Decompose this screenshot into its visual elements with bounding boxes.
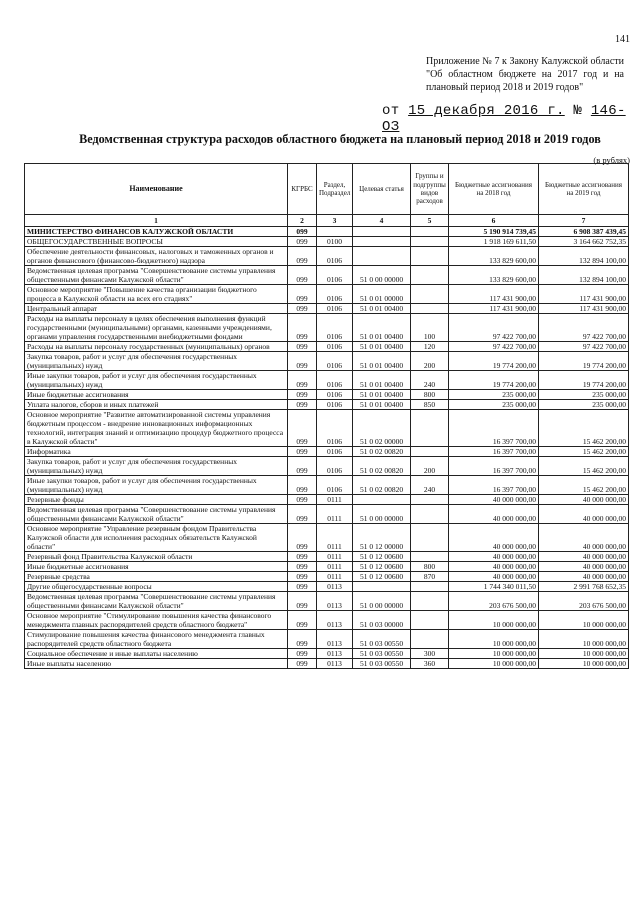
amount-2018-cell: 203 676 500,00 bbox=[449, 592, 539, 611]
expense-group-cell bbox=[411, 266, 449, 285]
amount-2019-cell: 15 462 200,00 bbox=[539, 476, 629, 495]
target-article-cell: 51 0 02 00820 bbox=[353, 447, 411, 457]
name-cell: Расходы на выплаты персоналу государственных (муниципальных) органов bbox=[25, 342, 288, 352]
target-article-cell: 51 0 00 00000 bbox=[353, 505, 411, 524]
expense-group-cell: 870 bbox=[411, 572, 449, 582]
name-cell: Стимулирование повышения качества финансового менеджмента главных распорядителей средств областного бюджета bbox=[25, 630, 288, 649]
table-row bbox=[25, 552, 629, 562]
table-row bbox=[25, 247, 629, 266]
table-row bbox=[25, 390, 629, 400]
column-number: 2 bbox=[288, 215, 317, 227]
amount-2018-cell: 133 829 600,00 bbox=[449, 266, 539, 285]
table-row bbox=[25, 447, 629, 457]
target-article-cell: 51 0 01 00400 bbox=[353, 342, 411, 352]
expense-group-cell: 240 bbox=[411, 476, 449, 495]
kgrbs-cell: 099 bbox=[288, 285, 317, 304]
kgrbs-cell: 099 bbox=[288, 592, 317, 611]
number-label: № bbox=[573, 103, 583, 119]
expense-group-cell bbox=[411, 410, 449, 447]
table-row bbox=[25, 227, 629, 237]
name-cell: Резервные фонды bbox=[25, 495, 288, 505]
razdel-cell: 0113 bbox=[317, 630, 353, 649]
target-article-cell: 51 0 12 00600 bbox=[353, 572, 411, 582]
amount-2019-cell: 40 000 000,00 bbox=[539, 572, 629, 582]
expense-group-cell bbox=[411, 237, 449, 247]
amount-2018-cell: 40 000 000,00 bbox=[449, 562, 539, 572]
amount-2019-cell: 40 000 000,00 bbox=[539, 495, 629, 505]
table-row bbox=[25, 457, 629, 476]
kgrbs-cell: 099 bbox=[288, 562, 317, 572]
table-row bbox=[25, 342, 629, 352]
expense-group-cell bbox=[411, 524, 449, 552]
kgrbs-cell: 099 bbox=[288, 572, 317, 582]
amount-2018-cell: 10 000 000,00 bbox=[449, 611, 539, 630]
amount-2019-cell: 40 000 000,00 bbox=[539, 552, 629, 562]
name-cell: Другие общегосударственные вопросы bbox=[25, 582, 288, 592]
table-row bbox=[25, 572, 629, 582]
table-row bbox=[25, 410, 629, 447]
razdel-cell: 0111 bbox=[317, 495, 353, 505]
expense-group-cell bbox=[411, 227, 449, 237]
name-cell: Резервный фонд Правительства Калужской области bbox=[25, 552, 288, 562]
target-article-cell: 51 0 00 00000 bbox=[353, 266, 411, 285]
razdel-cell: 0106 bbox=[317, 457, 353, 476]
kgrbs-cell: 099 bbox=[288, 247, 317, 266]
expense-group-cell: 120 bbox=[411, 342, 449, 352]
razdel-cell: 0106 bbox=[317, 304, 353, 314]
name-cell: Основное мероприятие "Повышение качества организации бюджетного процесса в Калужской области на всех его стадиях" bbox=[25, 285, 288, 304]
amount-2018-cell: 1 918 169 611,50 bbox=[449, 237, 539, 247]
target-article-cell: 51 0 12 00000 bbox=[353, 524, 411, 552]
amount-2018-cell: 40 000 000,00 bbox=[449, 524, 539, 552]
amount-2018-cell: 40 000 000,00 bbox=[449, 505, 539, 524]
amount-2019-cell: 10 000 000,00 bbox=[539, 659, 629, 669]
razdel-cell: 0106 bbox=[317, 476, 353, 495]
amount-2019-cell: 10 000 000,00 bbox=[539, 611, 629, 630]
amount-2018-cell: 40 000 000,00 bbox=[449, 495, 539, 505]
expense-group-cell bbox=[411, 552, 449, 562]
kgrbs-cell: 099 bbox=[288, 314, 317, 342]
amount-2019-cell: 15 462 200,00 bbox=[539, 447, 629, 457]
currency-unit: (в рублях) bbox=[593, 155, 630, 165]
razdel-cell: 0106 bbox=[317, 342, 353, 352]
table-row bbox=[25, 237, 629, 247]
razdel-cell: 0111 bbox=[317, 562, 353, 572]
amount-2018-cell: 10 000 000,00 bbox=[449, 649, 539, 659]
expense-group-cell: 360 bbox=[411, 659, 449, 669]
amount-2019-cell: 40 000 000,00 bbox=[539, 524, 629, 552]
target-article-cell: 51 0 03 00550 bbox=[353, 659, 411, 669]
amount-2019-cell: 2 991 768 652,35 bbox=[539, 582, 629, 592]
header-row bbox=[25, 164, 629, 215]
name-cell: Закупка товаров, работ и услуг для обеспечения государственных (муниципальных) нужд bbox=[25, 352, 288, 371]
target-article-cell: 51 0 01 00400 bbox=[353, 400, 411, 410]
name-cell: Иные бюджетные ассигнования bbox=[25, 562, 288, 572]
kgrbs-cell: 099 bbox=[288, 552, 317, 562]
header-razdel: Раздел, Подраздел bbox=[317, 164, 353, 215]
name-cell: Ведомственная целевая программа "Совершенствование системы управления общественными финансами Калужской области" bbox=[25, 505, 288, 524]
name-cell: Иные бюджетные ассигнования bbox=[25, 390, 288, 400]
target-article-cell: 51 0 00 00000 bbox=[353, 592, 411, 611]
name-cell: Иные выплаты населению bbox=[25, 659, 288, 669]
expense-group-cell bbox=[411, 505, 449, 524]
table-row bbox=[25, 562, 629, 572]
razdel-cell: 0106 bbox=[317, 266, 353, 285]
page-number: 141 bbox=[615, 34, 630, 45]
header-name: Наименование bbox=[25, 164, 288, 215]
expense-group-cell bbox=[411, 630, 449, 649]
razdel-cell: 0106 bbox=[317, 410, 353, 447]
target-article-cell: 51 0 02 00820 bbox=[353, 476, 411, 495]
amount-2019-cell: 117 431 900,00 bbox=[539, 285, 629, 304]
name-cell: ОБЩЕГОСУДАРСТВЕННЫЕ ВОПРОСЫ bbox=[25, 237, 288, 247]
name-cell: Основное мероприятие "Управление резервным фондом Правительства Калужской области для исполнения расходных обязательств Калужской области" bbox=[25, 524, 288, 552]
name-cell: Резервные средства bbox=[25, 572, 288, 582]
table-row bbox=[25, 495, 629, 505]
kgrbs-cell: 099 bbox=[288, 342, 317, 352]
kgrbs-cell: 099 bbox=[288, 495, 317, 505]
amount-2019-cell: 15 462 200,00 bbox=[539, 410, 629, 447]
razdel-cell: 0100 bbox=[317, 237, 353, 247]
table-row bbox=[25, 352, 629, 371]
target-article-cell: 51 0 12 00600 bbox=[353, 552, 411, 562]
column-number: 5 bbox=[411, 215, 449, 227]
amount-2018-cell: 10 000 000,00 bbox=[449, 659, 539, 669]
expense-group-cell bbox=[411, 447, 449, 457]
razdel-cell: 0106 bbox=[317, 400, 353, 410]
amount-2019-cell: 235 000,00 bbox=[539, 400, 629, 410]
kgrbs-cell: 099 bbox=[288, 352, 317, 371]
kgrbs-cell: 099 bbox=[288, 227, 317, 237]
expense-group-cell bbox=[411, 611, 449, 630]
expense-group-cell bbox=[411, 495, 449, 505]
column-number: 4 bbox=[353, 215, 411, 227]
target-article-cell bbox=[353, 227, 411, 237]
razdel-cell: 0106 bbox=[317, 371, 353, 390]
expense-group-cell bbox=[411, 304, 449, 314]
amount-2018-cell: 235 000,00 bbox=[449, 390, 539, 400]
kgrbs-cell: 099 bbox=[288, 447, 317, 457]
razdel-cell: 0106 bbox=[317, 390, 353, 400]
target-article-cell: 51 0 01 00000 bbox=[353, 285, 411, 304]
kgrbs-cell: 099 bbox=[288, 410, 317, 447]
name-cell: Центральный аппарат bbox=[25, 304, 288, 314]
target-article-cell: 51 0 12 00600 bbox=[353, 562, 411, 572]
razdel-cell: 0111 bbox=[317, 524, 353, 552]
expense-group-cell bbox=[411, 285, 449, 304]
name-cell: Расходы на выплаты персоналу в целях обеспечения выполнения функций государственными (муниципальными) органами, казенными учреждениями, органами управления государственными внебюджетными фондами bbox=[25, 314, 288, 342]
target-article-cell: 51 0 01 00400 bbox=[353, 314, 411, 342]
amount-2019-cell: 19 774 200,00 bbox=[539, 352, 629, 371]
kgrbs-cell: 099 bbox=[288, 476, 317, 495]
column-number: 7 bbox=[539, 215, 629, 227]
amount-2019-cell: 97 422 700,00 bbox=[539, 314, 629, 342]
table-row bbox=[25, 304, 629, 314]
name-cell: Закупка товаров, работ и услуг для обеспечения государственных (муниципальных) нужд bbox=[25, 457, 288, 476]
kgrbs-cell: 099 bbox=[288, 390, 317, 400]
table-row bbox=[25, 630, 629, 649]
expense-group-cell: 200 bbox=[411, 352, 449, 371]
razdel-cell: 0106 bbox=[317, 352, 353, 371]
kgrbs-cell: 099 bbox=[288, 266, 317, 285]
amount-2018-cell: 19 774 200,00 bbox=[449, 352, 539, 371]
amount-2018-cell: 117 431 900,00 bbox=[449, 285, 539, 304]
table-row bbox=[25, 659, 629, 669]
target-article-cell: 51 0 02 00000 bbox=[353, 410, 411, 447]
expense-group-cell: 300 bbox=[411, 649, 449, 659]
table-row bbox=[25, 649, 629, 659]
law-date: 15 декабря 2016 г. bbox=[408, 103, 565, 119]
kgrbs-cell: 099 bbox=[288, 630, 317, 649]
kgrbs-cell: 099 bbox=[288, 505, 317, 524]
amount-2018-cell: 16 397 700,00 bbox=[449, 457, 539, 476]
razdel-cell: 0113 bbox=[317, 659, 353, 669]
razdel-cell: 0111 bbox=[317, 505, 353, 524]
kgrbs-cell: 099 bbox=[288, 237, 317, 247]
amount-2019-cell: 40 000 000,00 bbox=[539, 505, 629, 524]
target-article-cell bbox=[353, 247, 411, 266]
amount-2019-cell: 10 000 000,00 bbox=[539, 649, 629, 659]
budget-table bbox=[24, 163, 629, 669]
header-kgrbs: КГРБС bbox=[288, 164, 317, 215]
amount-2018-cell: 133 829 600,00 bbox=[449, 247, 539, 266]
kgrbs-cell: 099 bbox=[288, 659, 317, 669]
table-row bbox=[25, 371, 629, 390]
kgrbs-cell: 099 bbox=[288, 371, 317, 390]
column-number: 3 bbox=[317, 215, 353, 227]
table-row bbox=[25, 285, 629, 304]
name-cell: Ведомственная целевая программа "Совершенствование системы управления общественными финансами Калужской области" bbox=[25, 266, 288, 285]
name-cell: Иные закупки товаров, работ и услуг для обеспечения государственных (муниципальных) нужд bbox=[25, 476, 288, 495]
table-row bbox=[25, 524, 629, 552]
target-article-cell: 51 0 02 00820 bbox=[353, 457, 411, 476]
name-cell: Иные закупки товаров, работ и услуг для обеспечения государственных (муниципальных) нужд bbox=[25, 371, 288, 390]
kgrbs-cell: 099 bbox=[288, 304, 317, 314]
table-row bbox=[25, 592, 629, 611]
kgrbs-cell: 099 bbox=[288, 457, 317, 476]
name-cell: Социальное обеспечение и иные выплаты населению bbox=[25, 649, 288, 659]
amount-2019-cell: 203 676 500,00 bbox=[539, 592, 629, 611]
amount-2019-cell: 6 908 387 439,45 bbox=[539, 227, 629, 237]
amount-2018-cell: 97 422 700,00 bbox=[449, 342, 539, 352]
razdel-cell: 0106 bbox=[317, 314, 353, 342]
law-number: 146-ОЗ bbox=[382, 103, 626, 135]
amount-2019-cell: 3 164 662 752,35 bbox=[539, 237, 629, 247]
expense-group-cell: 100 bbox=[411, 314, 449, 342]
name-cell: Уплата налогов, сборов и иных платежей bbox=[25, 400, 288, 410]
amount-2019-cell: 235 000,00 bbox=[539, 390, 629, 400]
razdel-cell: 0111 bbox=[317, 552, 353, 562]
name-cell: Основное мероприятие "Развитие автоматизированной системы управления бюджетным процессом - внедрение инновационных информационных технологий, интеграция знаний и оптимизацию процедур бюджетного процесса в Калужской области" bbox=[25, 410, 288, 447]
amount-2018-cell: 5 190 914 739,45 bbox=[449, 227, 539, 237]
expense-group-cell: 240 bbox=[411, 371, 449, 390]
table-row bbox=[25, 611, 629, 630]
target-article-cell: 51 0 01 00400 bbox=[353, 352, 411, 371]
target-article-cell bbox=[353, 237, 411, 247]
expense-group-cell: 850 bbox=[411, 400, 449, 410]
razdel-cell: 0106 bbox=[317, 247, 353, 266]
name-cell: Ведомственная целевая программа "Совершенствование системы управления общественными финансами Калужской области" bbox=[25, 592, 288, 611]
target-article-cell bbox=[353, 582, 411, 592]
column-numbers-row bbox=[25, 215, 629, 227]
kgrbs-cell: 099 bbox=[288, 611, 317, 630]
expense-group-cell bbox=[411, 247, 449, 266]
name-cell: Информатика bbox=[25, 447, 288, 457]
header-target-article: Целевая статья bbox=[353, 164, 411, 215]
table-row bbox=[25, 314, 629, 342]
amount-2018-cell: 19 774 200,00 bbox=[449, 371, 539, 390]
table-row bbox=[25, 400, 629, 410]
amount-2019-cell: 19 774 200,00 bbox=[539, 371, 629, 390]
document-title: Ведомственная структура расходов областного бюджета на плановый период 2018 и 2019 годов bbox=[79, 132, 601, 146]
law-date-line bbox=[382, 103, 640, 135]
amount-2018-cell: 16 397 700,00 bbox=[449, 476, 539, 495]
amount-2018-cell: 235 000,00 bbox=[449, 400, 539, 410]
amount-2018-cell: 40 000 000,00 bbox=[449, 552, 539, 562]
target-article-cell: 51 0 01 00400 bbox=[353, 304, 411, 314]
expense-group-cell: 800 bbox=[411, 390, 449, 400]
name-cell: Обеспечение деятельности финансовых, налоговых и таможенных органов и органов финансового (финансово-бюджетного) надзора bbox=[25, 247, 288, 266]
kgrbs-cell: 099 bbox=[288, 582, 317, 592]
amount-2019-cell: 10 000 000,00 bbox=[539, 630, 629, 649]
kgrbs-cell: 099 bbox=[288, 400, 317, 410]
amount-2018-cell: 97 422 700,00 bbox=[449, 314, 539, 342]
amount-2019-cell: 97 422 700,00 bbox=[539, 342, 629, 352]
kgrbs-cell: 099 bbox=[288, 649, 317, 659]
header-2018: Бюджетные ассигнования на 2018 год bbox=[449, 164, 539, 215]
razdel-cell: 0106 bbox=[317, 447, 353, 457]
razdel-cell: 0111 bbox=[317, 572, 353, 582]
name-cell: Основное мероприятие "Стимулирование повышения качества финансового менеджмента главных распорядителей средств областного бюджета" bbox=[25, 611, 288, 630]
table-row bbox=[25, 582, 629, 592]
header-expense-group: Группы и подгруппы видов расходов bbox=[411, 164, 449, 215]
table-row bbox=[25, 476, 629, 495]
date-prefix: от bbox=[382, 103, 400, 119]
amount-2019-cell: 132 894 100,00 bbox=[539, 247, 629, 266]
expense-group-cell bbox=[411, 582, 449, 592]
header-2019: Бюджетные ассигнования на 2019 год bbox=[539, 164, 629, 215]
amount-2018-cell: 16 397 700,00 bbox=[449, 447, 539, 457]
column-number: 6 bbox=[449, 215, 539, 227]
razdel-cell: 0113 bbox=[317, 592, 353, 611]
amount-2018-cell: 10 000 000,00 bbox=[449, 630, 539, 649]
target-article-cell: 51 0 01 00400 bbox=[353, 390, 411, 400]
razdel-cell: 0113 bbox=[317, 649, 353, 659]
razdel-cell: 0106 bbox=[317, 285, 353, 304]
target-article-cell: 51 0 01 00400 bbox=[353, 371, 411, 390]
amount-2018-cell: 117 431 900,00 bbox=[449, 304, 539, 314]
amount-2018-cell: 1 744 340 011,50 bbox=[449, 582, 539, 592]
target-article-cell bbox=[353, 495, 411, 505]
amount-2018-cell: 16 397 700,00 bbox=[449, 410, 539, 447]
target-article-cell: 51 0 03 00550 bbox=[353, 649, 411, 659]
kgrbs-cell: 099 bbox=[288, 524, 317, 552]
amount-2019-cell: 132 894 100,00 bbox=[539, 266, 629, 285]
expense-group-cell bbox=[411, 592, 449, 611]
table-row bbox=[25, 266, 629, 285]
appendix-note: Приложение № 7 к Закону Калужской области "Об областном бюджете на 2017 год и на плановый период 2018 и 2019 годов" bbox=[426, 56, 624, 93]
razdel-cell: 0113 bbox=[317, 611, 353, 630]
target-article-cell: 51 0 03 00550 bbox=[353, 630, 411, 649]
column-number: 1 bbox=[25, 215, 288, 227]
amount-2019-cell: 117 431 900,00 bbox=[539, 304, 629, 314]
name-cell: МИНИСТЕРСТВО ФИНАНСОВ КАЛУЖСКОЙ ОБЛАСТИ bbox=[25, 227, 288, 237]
table-row bbox=[25, 505, 629, 524]
expense-group-cell: 200 bbox=[411, 457, 449, 476]
expense-group-cell: 800 bbox=[411, 562, 449, 572]
amount-2018-cell: 40 000 000,00 bbox=[449, 572, 539, 582]
amount-2019-cell: 40 000 000,00 bbox=[539, 562, 629, 572]
amount-2019-cell: 15 462 200,00 bbox=[539, 457, 629, 476]
razdel-cell bbox=[317, 227, 353, 237]
razdel-cell: 0113 bbox=[317, 582, 353, 592]
target-article-cell: 51 0 03 00000 bbox=[353, 611, 411, 630]
